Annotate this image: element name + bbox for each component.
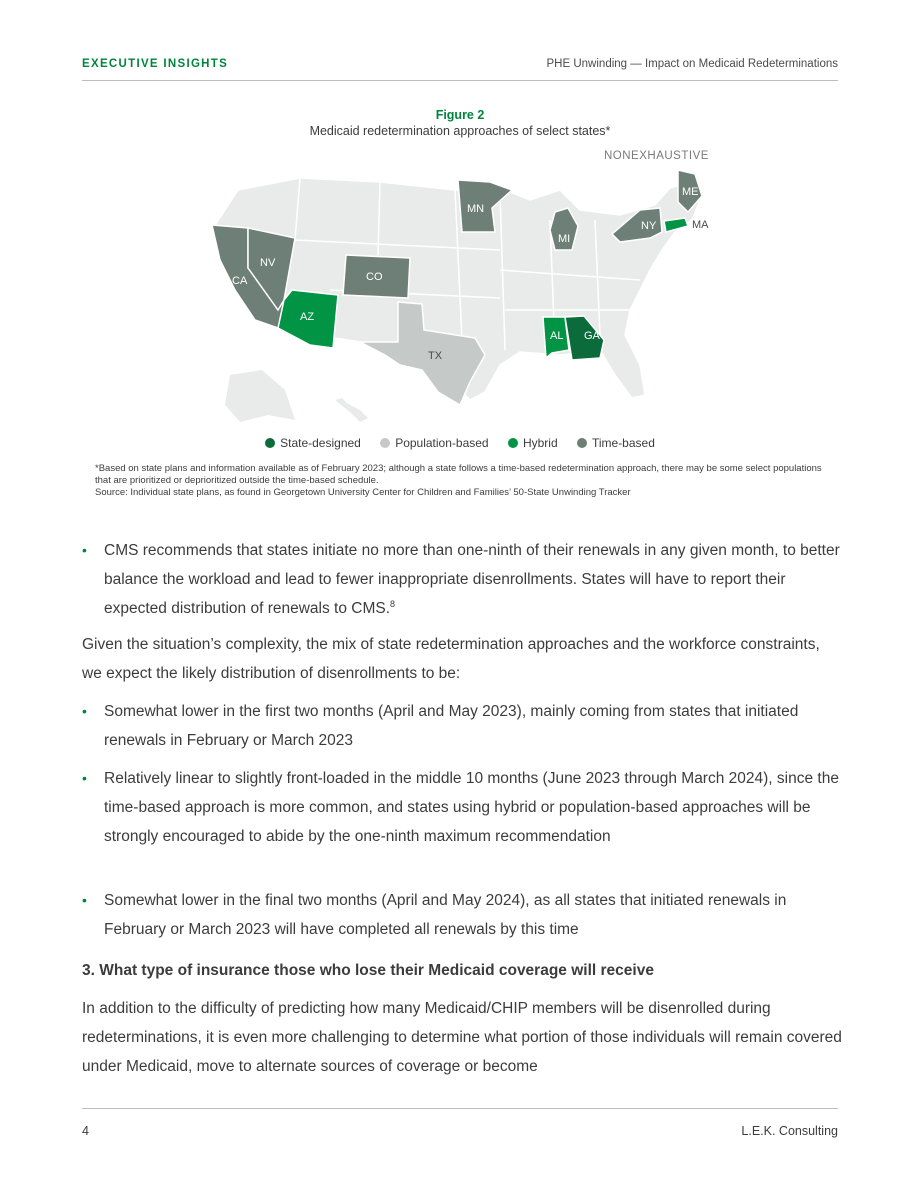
page-header bbox=[82, 56, 838, 81]
label-mi: MI bbox=[558, 233, 571, 245]
footer-divider bbox=[82, 1108, 838, 1109]
state-ma bbox=[664, 218, 688, 232]
footer-brand: L.E.K. Consulting bbox=[741, 1124, 838, 1138]
state-ak bbox=[225, 370, 295, 422]
label-ma: MA bbox=[692, 219, 709, 231]
label-ga: GA bbox=[584, 330, 600, 342]
label-me: ME bbox=[682, 186, 699, 198]
paragraph-insurance: In addition to the difficulty of predicting how many Medicaid/CHIP members will be disenrolled during redeterminations, it is even more challenging to determine what portion of those individuals will remain covered under Medicaid, move to alternate sources of coverage or become bbox=[82, 1000, 842, 1075]
state-hi bbox=[335, 398, 368, 422]
label-co: CO bbox=[366, 271, 383, 283]
bullet-cms: • CMS recommends that states initiate no more than one-ninth of their renewals in any given month, to better balance the workload and lead to fewer inappropriate disenrollments. States will have to report their expected distribution of renewals to CMS.$^8$ bbox=[82, 536, 842, 623]
bullet-dot: • bbox=[82, 542, 87, 558]
legend-population-based: Population-based bbox=[380, 436, 488, 450]
legend-dot bbox=[265, 438, 275, 448]
legend-dot bbox=[380, 438, 390, 448]
label-ca: CA bbox=[232, 275, 248, 287]
legend-dot bbox=[508, 438, 518, 448]
legend-state-designed: State-designed bbox=[265, 436, 361, 450]
label-nv: NV bbox=[260, 257, 276, 269]
bullet-middle-months: • Relatively linear to slightly front-loaded in the middle 10 months (June 2023 through March 2024), since the time-based approach is more common, and states using hybrid or population-based approaches will be strongly encouraged to abide by the one-ninth maximum recommendation bbox=[82, 764, 842, 851]
figure-footnote bbox=[95, 463, 825, 499]
document-title: PHE Unwinding — Impact on Medicaid Redeterminations bbox=[546, 58, 838, 70]
bullet-dot: • bbox=[82, 770, 87, 786]
footnote-basis: *Based on state plans and information available as of February 2023; although a state follows a time-based redetermination approach, there may be some select populations that are prioritized or deprioritized outside the time-based schedule. bbox=[95, 463, 822, 486]
bullet-dot: • bbox=[82, 703, 87, 719]
bullet-dot: • bbox=[82, 892, 87, 908]
figure-label: Figure 2 bbox=[435, 108, 485, 122]
nonexhaustive-tag: NONEXHAUSTIVE bbox=[604, 150, 709, 162]
paragraph-situation: Given the situation’s complexity, the mix of state redetermination approaches and the workforce constraints, we expect the likely distribution of disenrollments to be: bbox=[82, 636, 820, 682]
map-legend bbox=[0, 436, 920, 450]
legend-time-based: Time-based bbox=[577, 436, 655, 450]
section-title: EXECUTIVE INSIGHTS bbox=[82, 58, 229, 70]
label-al: AL bbox=[550, 330, 564, 342]
footnote-source: Source: Individual state plans, as found in Georgetown University Center for Children and Families’ 50-State Unwinding Tracker bbox=[95, 487, 631, 498]
label-mn: MN bbox=[467, 203, 485, 215]
figure-caption: Medicaid redetermination approaches of select states* bbox=[309, 124, 611, 138]
us-map bbox=[200, 160, 720, 430]
label-tx: TX bbox=[428, 350, 443, 362]
bullet-first-months: • Somewhat lower in the first two months (April and May 2023), mainly coming from states that initiated renewals in February or March 2023 bbox=[82, 697, 842, 755]
legend-hybrid: Hybrid bbox=[508, 436, 558, 450]
section-heading: 3. What type of insurance those who lose their Medicaid coverage will receive bbox=[82, 962, 654, 979]
reference-8: 8 bbox=[390, 598, 396, 609]
legend-dot bbox=[577, 438, 587, 448]
page-number: 4 bbox=[82, 1124, 89, 1138]
bullet-final-months: • Somewhat lower in the final two months (April and May 2024), as all states that initiated renewals in February or March 2023 will have completed all renewals by this time bbox=[82, 886, 842, 944]
label-az: AZ bbox=[300, 311, 315, 323]
label-ny: NY bbox=[641, 220, 657, 232]
